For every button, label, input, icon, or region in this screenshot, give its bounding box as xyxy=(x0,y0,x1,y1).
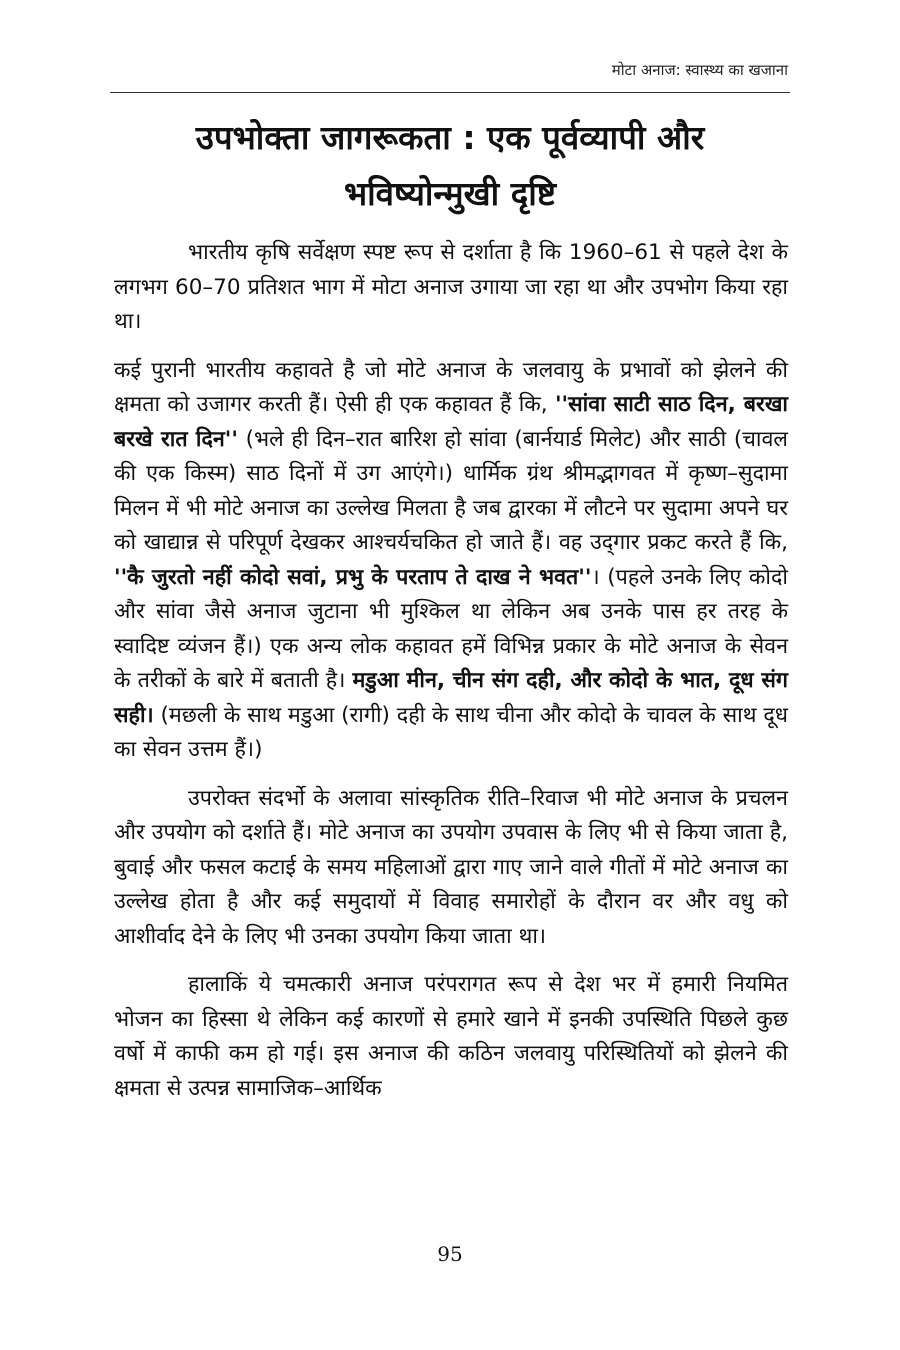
paragraph-2-text-3: । (पहले उनके लिए कोदो और सांवा जैसे अनाज जुटाना भी मुश्किल था लेकिन अब उनके पास हर तरह के स्वादिष्ट व्यंजन हैं।) एक अन्य लोक कहावत हमें विभिन्न प्रकार के मोटे अनाज के सेवन के तरीकों के बारे में बताती है। xyxy=(114,564,788,693)
page-title xyxy=(110,110,790,222)
paragraph-4: हालाकिं ये चमत्कारी अनाज परंपरागत रूप से देश भर में हमारी नियमित भोजन का हिस्सा थे लेकिन कई कारणों से हमारे खाने में इनकी उपस्थिति पिछले कुछ वर्षो में काफी कम हो गई। इस अनाज की कठिन जलवायु परिस्थितियों को झेलने की क्षमता से उत्पन्न सामाजिक–आर्थिक xyxy=(114,972,788,1101)
paragraph-2-text-4: (मछली के साथ मडुआ (रागी) दही के साथ चीना और कोदो के चावल के साथ दूध का सेवन उत्तम हैं।) xyxy=(114,702,788,762)
paragraph-2 xyxy=(114,354,788,768)
proverb-1: ''सांवा साटी साठ दिन, बरखा बरखे रात दिन'' xyxy=(114,392,788,452)
proverb-3: मडुआ मीन, चीन संग दही, और कोदो के भात, दूध संग सही। xyxy=(114,668,788,728)
paragraph-2-text-2: (भले ही दिन–रात बारिश हो सांवा (बार्नयार्ड मिलेट) और साठी (चावल की एक किस्म) साठ दिनों में उग आएंगे।) धार्मिक ग्रंथ श्रीमद्भागवत में कृष्ण–सुदामा मिलन में भी मोटे अनाज का उल्लेख मिलता है जब द्वारका में लौटने पर सुदामा अपने घर को खाद्यान्न से परिपूर्ण देखकर आश्चर्यचकित हो जाते हैं। वह उद्‌गार प्रकट करते हैं कि, xyxy=(114,426,788,555)
title-line-2: भविष्योन्मुखी दृष्टि xyxy=(343,174,557,213)
paragraph-1: भारतीय कृषि सर्वेक्षण स्पष्ट रूप से दर्शाता है कि 1960–61 से पहले देश के लगभग 60–70 प्रतिशत भाग में मोटा अनाज उगाया जा रहा था और उपभोग किया रहा था। xyxy=(114,240,788,334)
title-line-1: उपभोक्ता जागरूकता : एक पूर्वव्यापी और xyxy=(195,118,705,157)
header-rule xyxy=(110,92,790,93)
page-number: 95 xyxy=(437,1242,463,1266)
proverb-2: ''कै जुरतो नहीं कोदो सवां, प्रभु के परताप ते दाख ने भवत'' xyxy=(114,564,592,590)
paragraph-2-text-1: कई पुरानी भारतीय कहावते है जो मोटे अनाज के जलवायु के प्रभावों को झेलने की क्षमता को उजागर करती हैं। ऐसी ही एक कहावत हैं कि, xyxy=(114,357,788,417)
paragraph-3: उपरोक्त संदर्भो के अलावा सांस्कृतिक रीति–रिवाज भी मोटे अनाज के प्रचलन और उपयोग को दर्शाते हैं। मोटे अनाज का उपयोग उपवास के लिए भी से किया जाता है, बुवाई और फसल कटाई के समय महिलाओं द्वारा गाए जाने वाले गीतों में मोटे अनाज का उल्लेख होता है और कई समुदायों में विवाह समारोहों के दौरान वर और वधु को आशीर्वाद देने के लिए भी उनका उपयोग किया जाता था। xyxy=(114,785,788,949)
article-body xyxy=(114,236,788,1120)
running-header: मोटा अनाज: स्वास्थ्य का खजाना xyxy=(611,61,788,79)
